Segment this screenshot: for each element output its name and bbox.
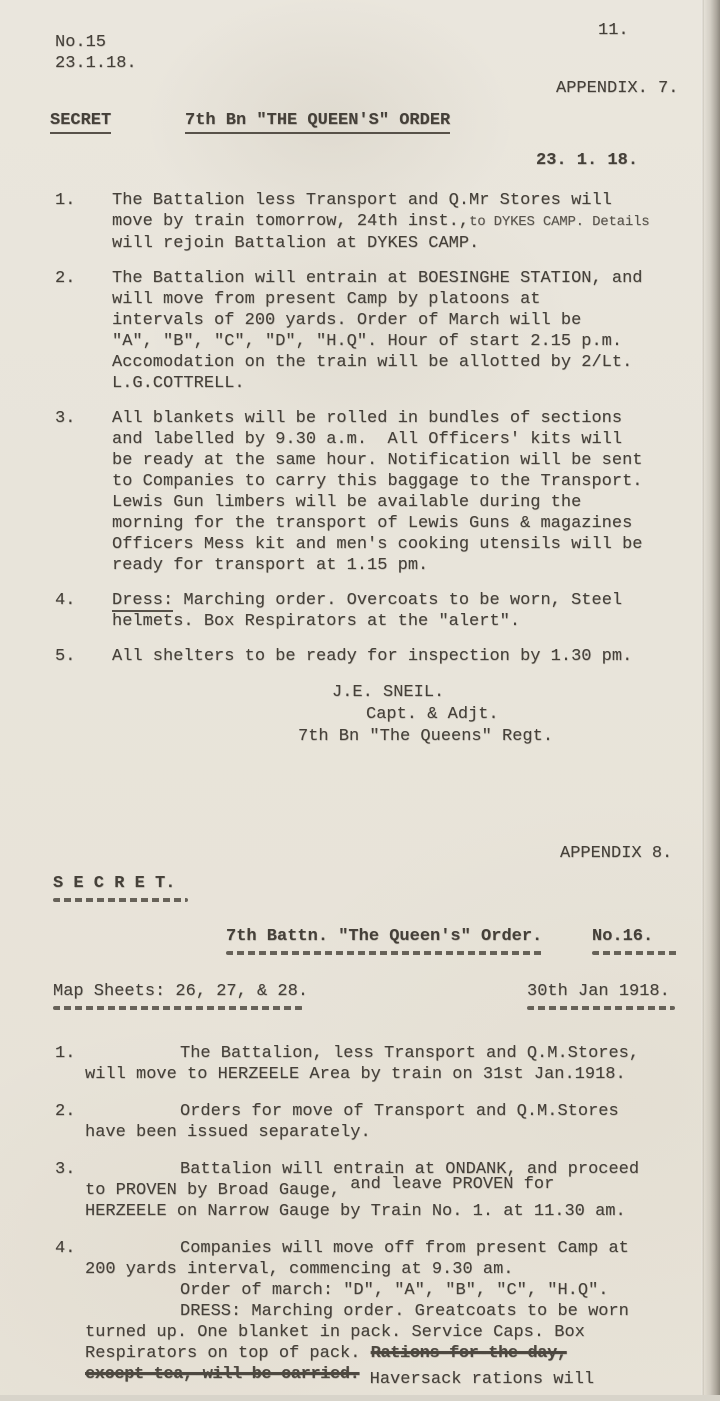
item-number: 3. (55, 409, 76, 428)
order2-secret-label: S E C R E T. (53, 874, 176, 893)
order1-title: 7th Bn "THE QUEEN'S" ORDER (185, 110, 450, 134)
date-dashed-rule (527, 1006, 675, 1010)
text-segment: L.G.COTTRELL. (112, 374, 245, 393)
text-line (112, 450, 710, 471)
map-sheets-dashed-rule (53, 1006, 303, 1010)
signature-rank: Capt. & Adjt. (366, 705, 499, 724)
text-line (85, 1343, 715, 1364)
text-line (112, 289, 710, 310)
order-item (55, 646, 710, 667)
text-line (85, 1175, 715, 1201)
order2-number: No.16. (592, 927, 654, 946)
title-dashed-rule (226, 951, 544, 955)
item-number: 2. (55, 1102, 76, 1121)
text-segment: Battalion will entrain at ONDANK, and proceed (180, 1160, 640, 1179)
text-segment: Order of march: "D", "A", "B", "C", "H.Q". (180, 1281, 609, 1300)
text-line (112, 590, 710, 611)
text-line (112, 611, 710, 632)
text-line (112, 211, 710, 233)
text-line (85, 1259, 715, 1280)
order1-appendix-label: APPENDIX. 7. (556, 79, 679, 98)
item-number: 3. (55, 1160, 76, 1179)
text-segment: intervals of 200 yards. Order of March will be (112, 311, 582, 330)
item-text (85, 1043, 715, 1085)
text-segment: to Companies to carry this baggage to the Transport. (112, 472, 643, 491)
text-line (112, 408, 710, 429)
text-segment: Respirators on top of pack. (85, 1344, 371, 1363)
text-segment: Marching order. Overcoats to be worn, Steel (173, 591, 623, 610)
page-number: 11. (598, 21, 629, 40)
text-line (180, 1301, 715, 1322)
order2-map-sheets: Map Sheets: 26, 27, & 28. (53, 982, 309, 1001)
text-segment: have been issued separately. (85, 1123, 371, 1142)
text-segment: All shelters to be ready for inspection by 1.30 pm. (112, 647, 633, 666)
order1-ref-number: No.15 (55, 33, 107, 52)
order-item (55, 1043, 715, 1085)
number-dashed-rule (592, 951, 678, 955)
text-line (112, 268, 710, 289)
item-text (85, 1238, 715, 1389)
order2-title: 7th Battn. "The Queen's" Order. (226, 927, 543, 946)
text-line (112, 513, 710, 534)
text-segment: move by train tomorrow, 24th inst., (112, 212, 470, 231)
text-segment: will move from present Camp by platoons at (112, 290, 541, 309)
text-line (112, 190, 710, 211)
order2-paragraphs (55, 1043, 715, 1401)
text-segment: Dress: (112, 591, 174, 610)
text-line (112, 373, 710, 394)
text-segment: Companies will move off from present Camp at (180, 1239, 629, 1258)
secret-dashed-rule (53, 898, 188, 902)
order1-ref-date: 23.1.18. (55, 54, 137, 73)
text-segment: Haversack rations will (359, 1370, 595, 1389)
text-segment: Accomodation on the train will be allotted by 2/Lt. (112, 353, 633, 372)
item-text (112, 190, 710, 254)
order1-paragraphs (55, 190, 710, 681)
text-segment: morning for the transport of Lewis Guns & magazines (112, 514, 633, 533)
signature-unit: 7th Bn "The Queens" Regt. (298, 727, 554, 746)
text-line (112, 233, 710, 254)
text-line (112, 310, 710, 331)
text-segment: to DYKES CAMP. Details (469, 214, 650, 230)
struck-text: except-tea,-will-be-carried. (85, 1365, 360, 1384)
order1-secret-label: SECRET (50, 110, 111, 134)
text-segment: Officers Mess kit and men's cooking utensils will be (112, 535, 643, 554)
text-segment: HERZEELE on Narrow Gauge by Train No. 1. at 11.30 am. (85, 1202, 626, 1221)
item-number: 1. (55, 1044, 76, 1063)
text-line (112, 534, 710, 555)
item-text (112, 408, 710, 576)
text-line (85, 1122, 715, 1143)
text-segment: All blankets will be rolled in bundles of sections (112, 409, 623, 428)
order-item (55, 268, 710, 394)
scan-edge-shadow (702, 0, 720, 1395)
text-segment: be ready at the same hour. Notification will be sent (112, 451, 643, 470)
text-segment: The Battalion less Transport and Q.Mr Stores will (112, 191, 612, 210)
text-segment: The Battalion, less Transport and Q.M.Stores, (180, 1044, 640, 1063)
text-segment: DRESS: Marching order. Greatcoats to be worn (180, 1302, 629, 1321)
item-text (112, 590, 710, 632)
text-line (85, 1364, 715, 1389)
order-item (55, 190, 710, 254)
item-number: 5. (55, 647, 76, 666)
text-segment: ready for transport at 1.15 pm. (112, 556, 429, 575)
text-segment: "A", "B", "C", "D", "H.Q". Hour of start 2.15 p.m. (112, 332, 623, 351)
text-segment: and leave PROVEN for (350, 1175, 555, 1194)
text-line (112, 492, 710, 513)
text-line (112, 555, 710, 576)
order1-date: 23. 1. 18. (536, 151, 639, 170)
order-item (55, 590, 710, 632)
text-segment: and labelled by 9.30 a.m. All Officers' kits will (112, 430, 623, 449)
text-segment: Lewis Gun limbers will be available during the (112, 493, 582, 512)
text-line (85, 1201, 715, 1222)
text-segment: Orders for move of Transport and Q.M.Stores (180, 1102, 619, 1121)
signature-name: J.E. SNEIL. (332, 683, 445, 702)
text-segment: to PROVEN by Broad Gauge, (85, 1181, 351, 1200)
text-segment: 200 yards interval, commencing at 9.30 am. (85, 1260, 514, 1279)
order2-appendix-label: APPENDIX 8. (560, 844, 673, 863)
item-number: 2. (55, 269, 76, 288)
order-item (55, 1238, 715, 1389)
text-line (180, 1043, 715, 1064)
text-line (180, 1280, 715, 1301)
item-text (85, 1159, 715, 1222)
order2-date: 30th Jan 1918. (527, 982, 670, 1001)
text-line (112, 352, 710, 373)
text-line (180, 1238, 715, 1259)
text-line (112, 429, 710, 450)
order-item (55, 1101, 715, 1143)
item-number: 1. (55, 191, 76, 210)
order-item (55, 1159, 715, 1222)
text-segment: The Battalion will entrain at BOESINGHE STATION, and (112, 269, 643, 288)
text-segment: will rejoin Battalion at DYKES CAMP. (112, 234, 480, 253)
struck-text: Rations-for-the-day, (370, 1344, 567, 1363)
text-line (85, 1322, 715, 1343)
item-text (85, 1101, 715, 1143)
item-text (112, 646, 710, 667)
text-segment: turned up. One blanket in pack. Service Caps. Box (85, 1323, 585, 1342)
item-number: 4. (55, 591, 76, 610)
text-segment: helmets. Box Respirators at the "alert". (112, 612, 521, 631)
text-line (112, 471, 710, 492)
order-item (55, 408, 710, 576)
text-segment: will move to HERZEELE Area by train on 31st Jan.1918. (85, 1065, 626, 1084)
text-line (85, 1064, 715, 1085)
item-text (112, 268, 710, 394)
text-line (112, 331, 710, 352)
item-number: 4. (55, 1239, 76, 1258)
text-line (112, 646, 710, 667)
text-line (180, 1101, 715, 1122)
